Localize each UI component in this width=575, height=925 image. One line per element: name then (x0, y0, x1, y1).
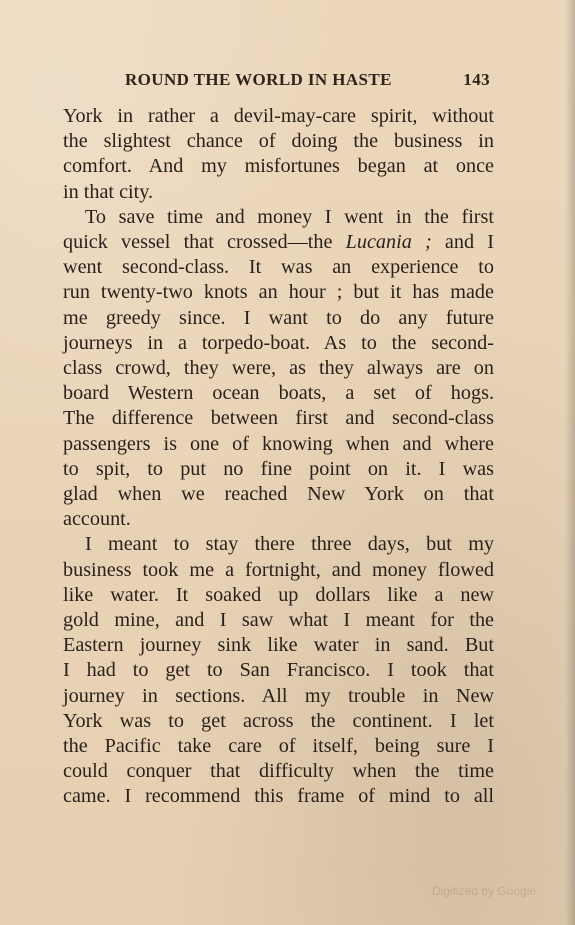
running-title: ROUND THE WORLD IN HASTE (125, 70, 392, 89)
text-line: could conquer that difficulty when the time (63, 760, 494, 783)
watermark: Digitized by Google (432, 884, 537, 898)
text-line: board Western ocean boats, a set of hogs. (63, 382, 494, 405)
running-head (125, 70, 495, 94)
paragraph-start-line: To save time and money I went in the first (85, 205, 494, 228)
text-line: passengers is one of knowing when and where (63, 432, 494, 455)
text-line: came. I recommend this frame of mind to all (63, 785, 494, 808)
text-line: class crowd, they were, as they always are on (63, 357, 494, 380)
text-line: glad when we reached New York on that (63, 483, 494, 506)
text-line: gold mine, and I saw what I meant for the (63, 609, 494, 632)
text-segment: quick vessel that crossed—the (63, 231, 346, 254)
text-line: journey in sections. All my trouble in New (63, 684, 494, 707)
text-line: The difference between first and second-class (63, 407, 494, 430)
text-line: the slightest chance of doing the business in (63, 130, 494, 153)
text-line: York was to get across the continent. I let (63, 709, 494, 732)
text-line: to spit, to put no fine point on it. I was (63, 457, 494, 480)
page-edge-shadow (565, 0, 575, 925)
text-line: run twenty-two knots an hour ; but it has made (63, 281, 494, 304)
text-line: journeys in a torpedo-boat. As to the second- (63, 331, 494, 354)
text-line: me greedy since. I want to do any future (63, 306, 494, 329)
paragraph-start-line: I meant to stay there three days, but my (85, 533, 494, 556)
text-line: the Pacific take care of itself, being sure I (63, 735, 494, 758)
text-line: comfort. And my misfortunes began at once (63, 155, 494, 178)
text-segment: and I (431, 231, 494, 254)
text-line: in that city. (63, 180, 154, 203)
body-text (63, 104, 494, 810)
text-line: account. (63, 508, 131, 531)
text-line: like water. It soaked up dollars like a new (63, 583, 494, 606)
page-number: 143 (463, 70, 490, 89)
text-line: I had to get to San Francisco. I took that (63, 659, 494, 682)
text-line: Eastern journey sink like water in sand. But (63, 634, 494, 657)
text-line-with-italic (63, 230, 494, 255)
text-line: business took me a fortnight, and money flowed (63, 558, 494, 581)
text-line: went second-class. It was an experience to (63, 256, 494, 279)
text-line: York in rather a devil-may-care spirit, without (63, 105, 494, 127)
ship-name: Lucania ; (345, 231, 432, 254)
